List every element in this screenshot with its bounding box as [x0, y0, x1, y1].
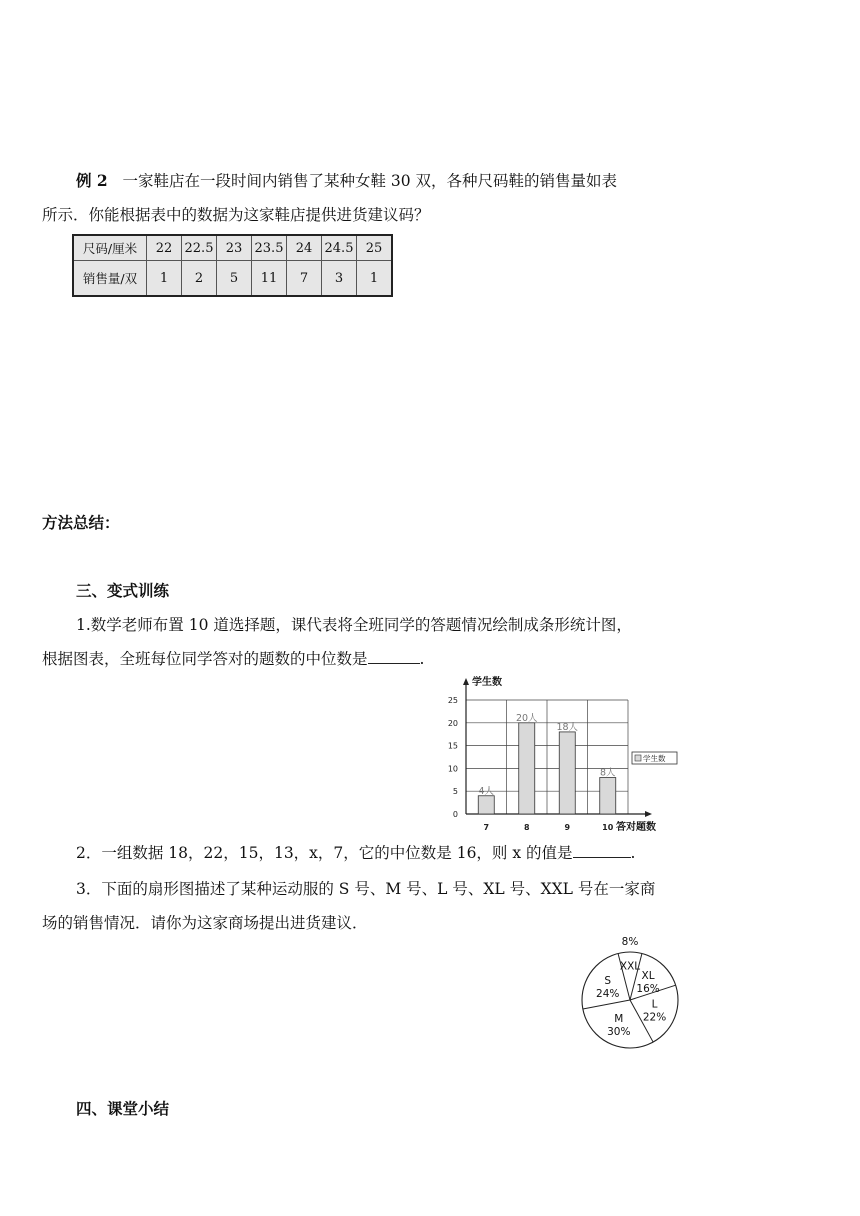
legend-swatch: [635, 755, 641, 761]
pie-chart: [570, 934, 690, 1054]
bar: [559, 732, 575, 814]
section-3-title: 三、变式训练: [76, 581, 170, 600]
table-cell: 11: [252, 261, 287, 297]
x-axis-label: 答对题数: [616, 822, 656, 833]
legend-label: 学生数: [643, 754, 666, 763]
bar-data-label: 18人: [556, 721, 579, 733]
table-cell: 5: [217, 261, 252, 297]
table-cell: 23: [217, 235, 252, 261]
table-cell: 2: [182, 261, 217, 297]
method-summary-heading: 方法总结：: [42, 513, 120, 532]
table-cell: 1: [357, 261, 393, 297]
x-tick-label: 9: [564, 823, 571, 832]
bar-data-label: 4人: [478, 785, 495, 797]
table-cell: 1: [147, 261, 182, 297]
answer-blank-1[interactable]: [368, 649, 420, 664]
y-tick-label: 15: [447, 741, 458, 751]
pie-slice-label: XXL: [619, 960, 641, 973]
table-header-sales: 销售量/双: [73, 261, 147, 297]
x-tick-label: 7: [483, 823, 490, 832]
table-cell: 24: [287, 235, 322, 261]
table-row-sizes: [73, 235, 392, 261]
x-tick-label: 10: [602, 823, 614, 832]
bar-data-label: 20人: [515, 712, 538, 724]
bar: [519, 723, 535, 814]
table-cell: 25: [357, 235, 393, 261]
y-axis-arrow: [463, 678, 469, 685]
question-1-line-2: [42, 642, 424, 676]
example-2-text-2: 所示．你能根据表中的数据为这家鞋店提供进货建议码？: [42, 206, 430, 224]
example-2-line-1: [76, 164, 617, 198]
table-cell: 7: [287, 261, 322, 297]
y-tick-label: 10: [447, 764, 458, 774]
table-cell: 24.5: [322, 235, 357, 261]
table-cell: 22: [147, 235, 182, 261]
table-cell: 22.5: [182, 235, 217, 261]
pie-slice-label: XL: [641, 969, 655, 982]
question-3-line-1: 3．下面的扇形图描述了某种运动服的 S 号、M 号、L 号、XL 号、XXL 号在一家商: [76, 880, 656, 898]
pie-slice-percent: 8%: [621, 936, 639, 948]
example-2-label: 例 2: [76, 171, 108, 190]
question-3-line-2: 场的销售情况．请你为这家商场提出进货建议．: [42, 914, 368, 932]
pie-slice-label: M: [614, 1012, 624, 1025]
y-tick-label: 20: [447, 718, 458, 728]
answer-blank-2[interactable]: [573, 843, 631, 858]
y-tick-label: 25: [447, 696, 458, 705]
y-tick-label: 5: [452, 787, 458, 797]
bar-chart: [430, 670, 680, 838]
question-2: [76, 836, 635, 870]
question-1-line-1: 1.数学老师布置 10 道选择题，课代表将全班同学的答题情况绘制成条形统计图，: [76, 616, 632, 634]
pie-slice-label: L: [651, 998, 658, 1011]
pie-slice-percent: 24%: [596, 987, 620, 1000]
question-2-text: 2．一组数据 18，22，15，13，x，7，它的中位数是 16，则 x 的值是: [76, 844, 573, 862]
pie-slice-percent: 16%: [636, 982, 660, 995]
bar-data-label: 8人: [599, 767, 616, 779]
table-row-sales: [73, 261, 392, 297]
table-cell: 3: [322, 261, 357, 297]
example-2-text-1: 一家鞋店在一段时间内销售了某种女鞋 30 双，各种尺码鞋的销售量如表: [122, 172, 618, 190]
table-header-size: 尺码/厘米: [73, 235, 147, 261]
question-1-text: 根据图表，全班每位同学答对的题数的中位数是: [42, 650, 368, 668]
section-4-title: 四、课堂小结: [76, 1099, 170, 1118]
pie-slice-percent: 30%: [607, 1025, 631, 1038]
y-axis-label: 学生数: [472, 677, 502, 688]
chart-legend: [632, 752, 677, 764]
x-axis-arrow: [645, 811, 652, 817]
question-2-end: .: [630, 844, 636, 862]
bar: [600, 778, 616, 814]
shoe-size-table: [72, 234, 393, 297]
question-1-end: .: [419, 650, 425, 668]
x-tick-label: 8: [523, 823, 530, 832]
pie-slice-label: S: [604, 974, 612, 987]
y-tick-label: 0: [452, 810, 458, 819]
bar: [478, 796, 494, 814]
pie-slice-percent: 22%: [642, 1011, 667, 1024]
table-cell: 23.5: [252, 235, 287, 261]
